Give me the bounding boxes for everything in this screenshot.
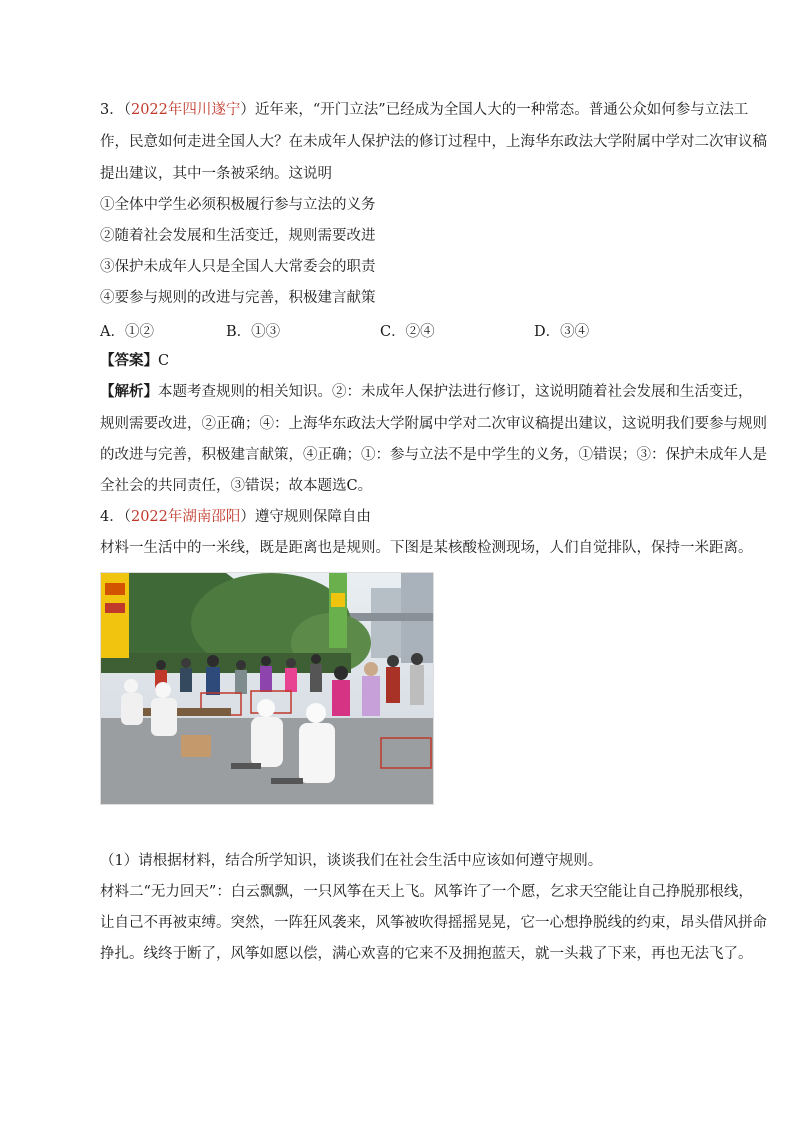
q3-option-d[interactable]: D．③④ xyxy=(534,324,590,340)
q3-number: 3．（ xyxy=(100,102,131,118)
q4-title: 遵守规则保障自由 xyxy=(254,509,371,525)
q3-stem-line-1 xyxy=(100,100,749,120)
q4-source-close: ） xyxy=(240,509,255,525)
photo-illustration xyxy=(101,573,433,804)
q3-stem-line-2: 作，民意如何走进全国人大？在未成年人保护法的修订过程中，上海华东政法大学附属中学对二次审议稿 xyxy=(100,134,767,150)
answer-label: 【答案】 xyxy=(100,352,158,369)
q3-item-1: ①全体中学生必须积极履行参与立法的义务 xyxy=(100,197,376,213)
q4-source: 2022年湖南邵阳 xyxy=(130,509,241,525)
analysis-text-1: 本题考查规则的相关知识。②：未成年人保护法进行修订，这说明随着社会发展和生活变迁， xyxy=(158,384,753,400)
q4-material-2-line-2: 让自己不再被束缚。突然，一阵狂风袭来，风筝被吹得摇摇晃晃，它一心想挣脱线的约束，昂头借风拼命 xyxy=(100,915,767,931)
q3-analysis-line-3: 的改进与完善，积极建言献策，④正确；①：参与立法不是中学生的义务，①错误；③：保护未成年人是 xyxy=(100,447,767,463)
q3-analysis-line-4: 全社会的共同责任，③错误；故本题选C。 xyxy=(100,478,373,494)
q3-option-a[interactable]: A．①② xyxy=(100,324,154,340)
q3-answer xyxy=(100,351,720,371)
q3-stem-text-1: 近年来，“开门立法”已经成为全国人大的一种常态。普通公众如何参与立法工 xyxy=(254,102,749,118)
q3-item-4: ④要参与规则的改进与完善，积极建言献策 xyxy=(100,290,376,306)
q4-material-1: 材料一生活中的一米线，既是距离也是规则。下图是某核酸检测现场，人们自觉排队，保持一米距离。 xyxy=(100,540,753,556)
q3-options xyxy=(100,320,720,340)
q3-item-3: ③保护未成年人只是全国人大常委会的职责 xyxy=(100,259,376,275)
q4-stem xyxy=(100,507,720,527)
testing-site-photo xyxy=(100,572,434,805)
q3-source-close: ） xyxy=(240,102,255,118)
q3-option-b[interactable]: B．①③ xyxy=(226,324,281,340)
q4-material-2-line-1: 材料二“无力回天”：白云飘飘，一只风筝在天上飞。风筝许了一个愿，乞求天空能让自己挣脱那根线， xyxy=(100,884,753,900)
q3-analysis-line-1 xyxy=(100,382,753,402)
q4-subquestion-1: （1）请根据材料，结合所学知识，谈谈我们在社会生活中应该如何遵守规则。 xyxy=(100,853,603,869)
q3-item-2: ②随着社会发展和生活变迁，规则需要改进 xyxy=(100,228,376,244)
q4-material-2-line-3: 挣扎。线终于断了，风筝如愿以偿，满心欢喜的它来不及拥抱蓝天，就一头栽了下来，再也无法飞了。 xyxy=(100,946,753,962)
q4-number: 4．（ xyxy=(100,509,131,525)
answer-value: C xyxy=(158,353,170,369)
q3-source: 2022年四川遂宁 xyxy=(130,102,241,118)
analysis-label: 【解析】 xyxy=(100,383,158,400)
q3-option-c[interactable]: C．②④ xyxy=(380,324,435,340)
q3-stem-line-3: 提出建议，其中一条被采纳。这说明 xyxy=(100,166,332,182)
q3-analysis-line-2: 规则需要改进，②正确；④：上海华东政法大学附属中学对二次审议稿提出建议，这说明我们要参与规则 xyxy=(100,416,767,432)
